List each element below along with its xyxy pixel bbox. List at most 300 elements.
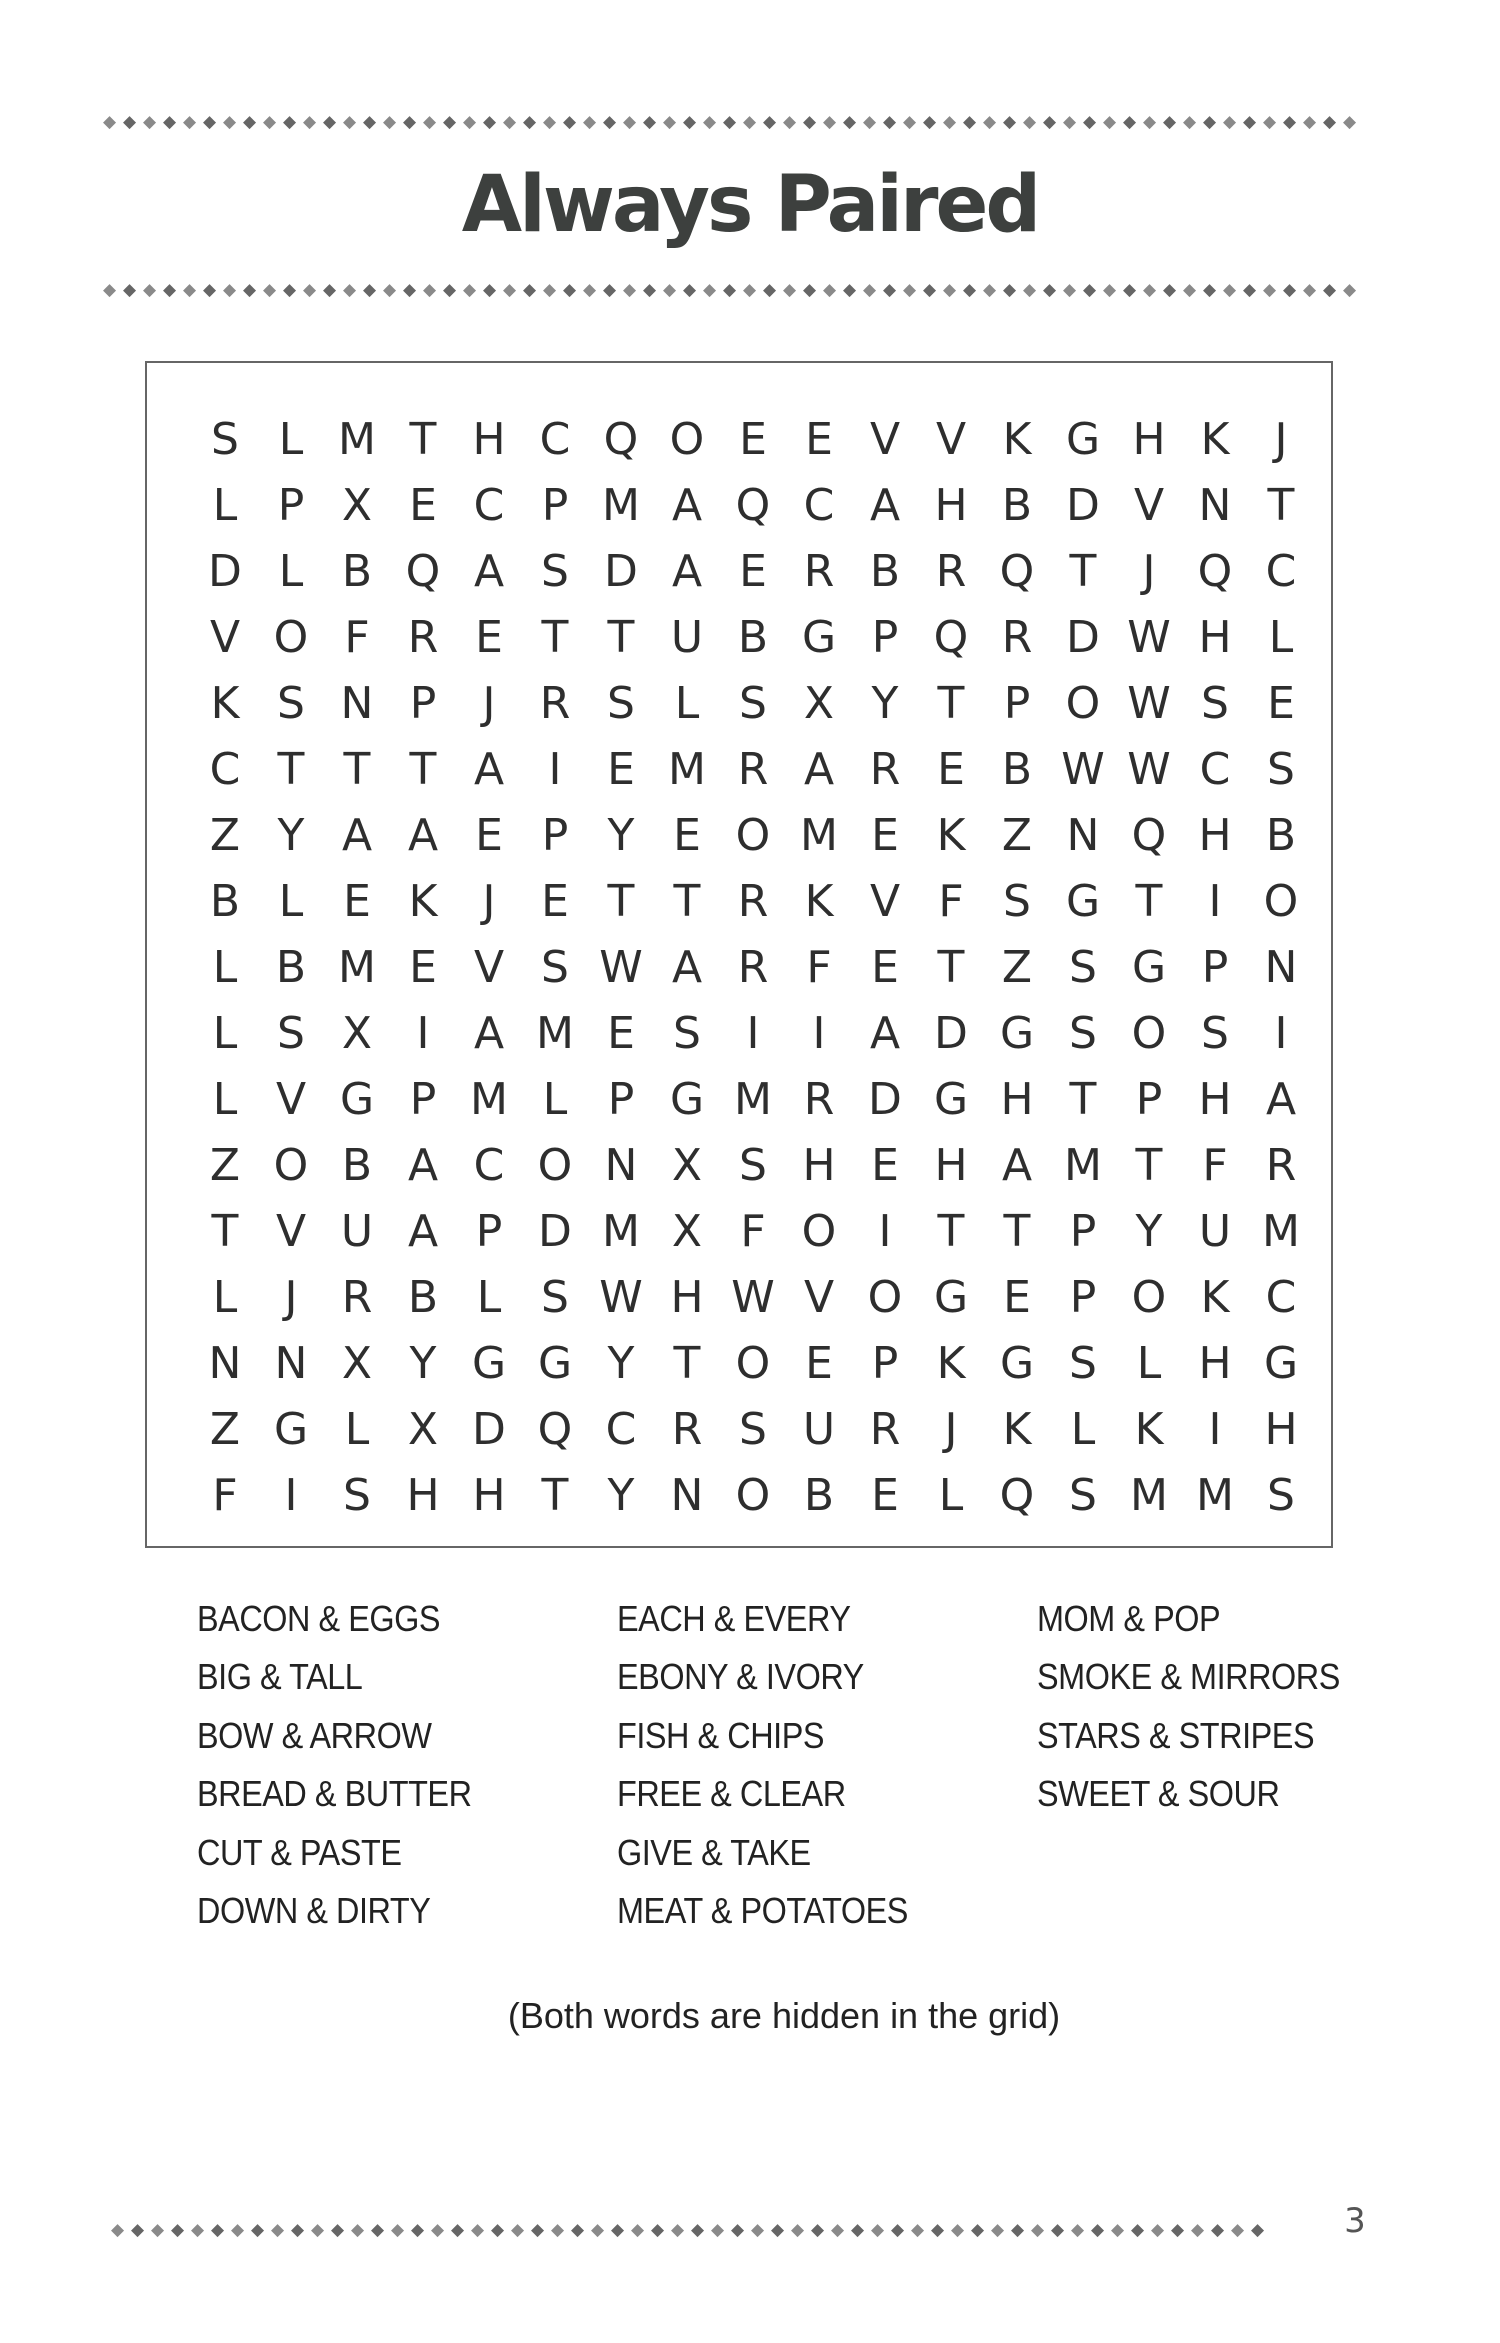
grid-cell: H xyxy=(1000,1074,1034,1125)
word-list-item: SWEET & SOUR xyxy=(1037,1773,1280,1815)
grid-cell: C xyxy=(803,480,835,531)
grid-cell: F xyxy=(938,876,964,927)
grid-cell: P xyxy=(1003,678,1031,729)
grid-cell: D xyxy=(208,546,242,597)
grid-cell: U xyxy=(670,612,704,663)
grid-cell: E xyxy=(871,810,899,861)
grid-cell: M xyxy=(536,1008,574,1059)
grid-cell: B xyxy=(341,546,373,597)
grid-cell: J xyxy=(284,1272,298,1323)
grid-cell: S xyxy=(211,414,239,465)
grid-cell: S xyxy=(739,678,767,729)
grid-cell: G xyxy=(669,1074,705,1125)
grid-cell: E xyxy=(871,1140,899,1191)
grid-cell: M xyxy=(338,942,376,993)
grid-cell: S xyxy=(673,1008,701,1059)
grid-cell: L xyxy=(212,1074,238,1125)
grid-cell: K xyxy=(408,876,438,927)
grid-cell: K xyxy=(210,678,240,729)
grid-cell: H xyxy=(802,1140,836,1191)
grid-cell: S xyxy=(1201,678,1229,729)
grid-cell: C xyxy=(1265,546,1297,597)
grid-cell: B xyxy=(1001,480,1033,531)
grid-cell: M xyxy=(1130,1470,1168,1521)
grid-cell: I xyxy=(1208,876,1222,927)
grid-cell: H xyxy=(406,1470,440,1521)
grid-cell: G xyxy=(801,612,837,663)
grid-cell: V xyxy=(1133,480,1165,531)
dotted-divider-top: ◆ ◆ ◆ ◆ ◆ ◆ ◆ ◆ ◆ ◆ ◆ ◆ ◆ ◆ ◆ ◆ ◆ ◆ ◆ ◆ ◆ ◆ ◆ ◆ ◆ ◆ ◆ ◆ ◆ ◆ ◆ ◆ ◆ ◆ ◆ ◆ ◆ ◆ ◆ ◆ ◆ ◆ ◆ ◆ ◆ ◆ ◆ ◆ ◆ ◆ ◆ ◆ ◆ ◆ ◆ ◆ ◆ ◆ ◆ ◆ ◆ ◆ ◆ xyxy=(102,112,1358,132)
grid-cell: P xyxy=(409,678,437,729)
grid-cell: T xyxy=(937,942,965,993)
grid-cell: R xyxy=(803,1074,835,1125)
grid-cell: G xyxy=(1131,942,1167,993)
grid-cell: V xyxy=(209,612,241,663)
grid-cell: F xyxy=(344,612,370,663)
puzzle-hint: (Both words are hidden in the grid) xyxy=(507,1995,1061,2036)
grid-cell: L xyxy=(1268,612,1294,663)
grid-cell: X xyxy=(803,678,835,729)
word-list-item: EACH & EVERY xyxy=(617,1598,851,1639)
grid-cell: B xyxy=(407,1272,439,1323)
grid-cell: C xyxy=(605,1404,637,1455)
grid-cell: T xyxy=(211,1206,239,1257)
grid-cell: P xyxy=(541,480,569,531)
grid-cell: S xyxy=(1201,1008,1229,1059)
grid-cell: R xyxy=(539,678,571,729)
grid-cell: V xyxy=(803,1272,835,1323)
grid-cell: P xyxy=(409,1074,437,1125)
grid-cell: B xyxy=(869,546,901,597)
grid-cell: N xyxy=(340,678,374,729)
grid-cell: Y xyxy=(607,1338,635,1389)
grid-cell: W xyxy=(1127,744,1171,795)
grid-cell: K xyxy=(804,876,834,927)
grid-cell: A xyxy=(407,1140,439,1191)
grid-cell: A xyxy=(407,1206,439,1257)
grid-cell: V xyxy=(869,876,901,927)
grid-cell: W xyxy=(1061,744,1105,795)
grid-cell: V xyxy=(473,942,505,993)
grid-cell: R xyxy=(737,744,769,795)
grid-cell: K xyxy=(1002,414,1032,465)
grid-cell: S xyxy=(1069,1470,1097,1521)
grid-cell: W xyxy=(731,1272,775,1323)
grid-cell: I xyxy=(284,1470,298,1521)
grid-cell: G xyxy=(933,1272,969,1323)
grid-cell: L xyxy=(1136,1338,1162,1389)
grid-cell: Q xyxy=(999,1470,1035,1521)
grid-cell: R xyxy=(341,1272,373,1323)
grid-cell: H xyxy=(1264,1404,1298,1455)
grid-cell: J xyxy=(1142,546,1156,597)
grid-cell: P xyxy=(1069,1272,1097,1323)
grid-cell: L xyxy=(938,1470,964,1521)
grid-cell: N xyxy=(670,1470,704,1521)
grid-cell: P xyxy=(1135,1074,1163,1125)
grid-cell: L xyxy=(212,942,238,993)
grid-cell: A xyxy=(869,1008,901,1059)
grid-cell: N xyxy=(1198,480,1232,531)
grid-cell: J xyxy=(1274,414,1288,465)
grid-cell: I xyxy=(548,744,562,795)
grid-cell: T xyxy=(277,744,305,795)
grid-cell: C xyxy=(1265,1272,1297,1323)
grid-cell: Y xyxy=(607,810,635,861)
grid-cell: O xyxy=(735,1470,771,1521)
grid-cell: O xyxy=(273,1140,309,1191)
grid-cell: B xyxy=(275,942,307,993)
grid-cell: S xyxy=(541,546,569,597)
grid-cell: A xyxy=(803,744,835,795)
grid-cell: T xyxy=(409,744,437,795)
grid-cell: R xyxy=(737,942,769,993)
grid-cell: Y xyxy=(277,810,305,861)
grid-cell: E xyxy=(541,876,569,927)
grid-cell: O xyxy=(1065,678,1101,729)
grid-cell: B xyxy=(803,1470,835,1521)
grid-cell: W xyxy=(599,1272,643,1323)
grid-cell: M xyxy=(734,1074,772,1125)
grid-cell: X xyxy=(407,1404,439,1455)
grid-cell: X xyxy=(671,1140,703,1191)
grid-cell: V xyxy=(935,414,967,465)
grid-cell: U xyxy=(1198,1206,1232,1257)
grid-cell: K xyxy=(936,1338,966,1389)
grid-cell: H xyxy=(1198,612,1232,663)
grid-cell: S xyxy=(1267,744,1295,795)
grid-cell: H xyxy=(1198,1074,1232,1125)
grid-cell: E xyxy=(475,810,503,861)
grid-cell: S xyxy=(343,1470,371,1521)
grid-cell: R xyxy=(1001,612,1033,663)
grid-cell: T xyxy=(541,1470,569,1521)
grid-cell: S xyxy=(277,1008,305,1059)
grid-cell: I xyxy=(878,1206,892,1257)
grid-cell: K xyxy=(1200,1272,1230,1323)
grid-cell: G xyxy=(471,1338,507,1389)
word-list-item: MEAT & POTATOES xyxy=(617,1890,908,1932)
grid-cell: X xyxy=(671,1206,703,1257)
grid-cell: P xyxy=(871,612,899,663)
word-list-item: BIG & TALL xyxy=(197,1656,363,1698)
grid-cell: C xyxy=(473,1140,505,1191)
word-search-grid-frame xyxy=(145,361,1333,1548)
grid-cell: M xyxy=(602,1206,640,1257)
grid-cell: T xyxy=(1003,1206,1031,1257)
grid-cell: M xyxy=(1196,1470,1234,1521)
word-list-item: BREAD & BUTTER xyxy=(197,1773,472,1815)
grid-cell: D xyxy=(934,1008,968,1059)
grid-cell: H xyxy=(1132,414,1166,465)
grid-cell: O xyxy=(801,1206,837,1257)
grid-cell: R xyxy=(671,1404,703,1455)
grid-cell: F xyxy=(740,1206,766,1257)
grid-cell: L xyxy=(278,546,304,597)
grid-cell: L xyxy=(542,1074,568,1125)
grid-cell: E xyxy=(607,1008,635,1059)
grid-cell: D xyxy=(472,1404,506,1455)
grid-cell: O xyxy=(735,810,771,861)
word-list-item: CUT & PASTE xyxy=(197,1831,402,1873)
grid-cell: R xyxy=(407,612,439,663)
grid-cell: T xyxy=(673,876,701,927)
grid-cell: T xyxy=(607,876,635,927)
grid-cell: O xyxy=(669,414,705,465)
grid-cell: L xyxy=(212,480,238,531)
grid-cell: H xyxy=(1198,810,1232,861)
grid-cell: J xyxy=(482,678,496,729)
grid-cell: X xyxy=(341,480,373,531)
grid-cell: S xyxy=(739,1140,767,1191)
grid-cell: G xyxy=(273,1404,309,1455)
grid-cell: F xyxy=(806,942,832,993)
grid-cell: V xyxy=(275,1074,307,1125)
grid-cell: G xyxy=(339,1074,375,1125)
grid-cell: R xyxy=(935,546,967,597)
grid-cell: D xyxy=(1066,480,1100,531)
grid-cell: T xyxy=(607,612,635,663)
grid-cell: I xyxy=(416,1008,430,1059)
grid-cell: M xyxy=(800,810,838,861)
grid-cell: Z xyxy=(209,1404,241,1455)
grid-cell: E xyxy=(871,942,899,993)
grid-cell: R xyxy=(869,1404,901,1455)
grid-cell: A xyxy=(671,546,703,597)
word-list-item: BACON & EGGS xyxy=(197,1598,441,1639)
grid-cell: N xyxy=(604,1140,638,1191)
grid-cell: E xyxy=(475,612,503,663)
grid-cell: G xyxy=(537,1338,573,1389)
grid-cell: L xyxy=(476,1272,502,1323)
grid-cell: T xyxy=(541,612,569,663)
grid-cell: T xyxy=(937,678,965,729)
grid-cell: O xyxy=(1131,1008,1167,1059)
grid-cell: K xyxy=(936,810,966,861)
grid-cell: A xyxy=(473,744,505,795)
grid-cell: X xyxy=(341,1338,373,1389)
word-list-item: SMOKE & MIRRORS xyxy=(1037,1656,1340,1698)
grid-cell: M xyxy=(1262,1206,1300,1257)
grid-cell: O xyxy=(735,1338,771,1389)
grid-cell: Q xyxy=(999,546,1035,597)
grid-cell: P xyxy=(277,480,305,531)
grid-cell: A xyxy=(341,810,373,861)
grid-cell: N xyxy=(274,1338,308,1389)
grid-cell: S xyxy=(607,678,635,729)
grid-cell: G xyxy=(1065,414,1101,465)
grid-cell: E xyxy=(739,414,767,465)
grid-cell: Z xyxy=(1001,942,1033,993)
grid-cell: V xyxy=(869,414,901,465)
grid-cell: P xyxy=(1201,942,1229,993)
grid-cell: A xyxy=(473,1008,505,1059)
grid-cell: Z xyxy=(1001,810,1033,861)
grid-cell: E xyxy=(409,942,437,993)
grid-cell: H xyxy=(1198,1338,1232,1389)
grid-cell: T xyxy=(937,1206,965,1257)
grid-cell: T xyxy=(1135,876,1163,927)
grid-cell: P xyxy=(607,1074,635,1125)
grid-cell: Q xyxy=(405,546,441,597)
grid-cell: S xyxy=(541,1272,569,1323)
grid-cell: C xyxy=(1199,744,1231,795)
word-list-column-2 xyxy=(617,1590,940,1940)
grid-cell: D xyxy=(868,1074,902,1125)
grid-cell: E xyxy=(673,810,701,861)
word-list-column-1 xyxy=(197,1590,502,1940)
grid-cell: F xyxy=(212,1470,238,1521)
grid-cell: E xyxy=(739,546,767,597)
grid-cell: A xyxy=(869,480,901,531)
word-list-item: MOM & POP xyxy=(1037,1598,1221,1639)
word-list-item: DOWN & DIRTY xyxy=(197,1890,431,1932)
grid-cell: L xyxy=(212,1008,238,1059)
grid-cell: S xyxy=(541,942,569,993)
grid-cell: P xyxy=(475,1206,503,1257)
grid-cell: V xyxy=(275,1206,307,1257)
grid-cell: E xyxy=(409,480,437,531)
grid-cell: S xyxy=(277,678,305,729)
grid-cell: I xyxy=(746,1008,760,1059)
grid-cell: M xyxy=(338,414,376,465)
grid-cell: Q xyxy=(603,414,639,465)
grid-cell: T xyxy=(343,744,371,795)
grid-cell: T xyxy=(673,1338,701,1389)
grid-cell: Y xyxy=(409,1338,437,1389)
grid-cell: H xyxy=(934,480,968,531)
grid-cell: T xyxy=(1135,1140,1163,1191)
grid-cell: E xyxy=(805,414,833,465)
grid-cell: N xyxy=(208,1338,242,1389)
grid-cell: I xyxy=(812,1008,826,1059)
grid-cell: K xyxy=(1200,414,1230,465)
grid-cell: R xyxy=(1265,1140,1297,1191)
grid-cell: U xyxy=(340,1206,374,1257)
grid-cell: N xyxy=(1066,810,1100,861)
grid-cell: Y xyxy=(1135,1206,1163,1257)
grid-cell: O xyxy=(1263,876,1299,927)
grid-cell: M xyxy=(470,1074,508,1125)
grid-cell: A xyxy=(671,480,703,531)
grid-cell: K xyxy=(1134,1404,1164,1455)
word-list-item: EBONY & IVORY xyxy=(617,1656,864,1698)
grid-cell: H xyxy=(934,1140,968,1191)
grid-cell: G xyxy=(999,1008,1035,1059)
grid-cell: R xyxy=(869,744,901,795)
grid-cell: W xyxy=(1127,612,1171,663)
grid-cell: W xyxy=(599,942,643,993)
grid-cell: K xyxy=(1002,1404,1032,1455)
grid-cell: X xyxy=(341,1008,373,1059)
grid-cell: R xyxy=(737,876,769,927)
grid-cell: J xyxy=(482,876,496,927)
grid-cell: E xyxy=(871,1470,899,1521)
grid-cell: E xyxy=(1003,1272,1031,1323)
grid-cell: C xyxy=(209,744,241,795)
grid-cell: L xyxy=(278,414,304,465)
word-list-item: BOW & ARROW xyxy=(197,1714,432,1756)
grid-cell: L xyxy=(1070,1404,1096,1455)
grid-cell: O xyxy=(867,1272,903,1323)
grid-cell: Q xyxy=(933,612,969,663)
grid-cell: L xyxy=(212,1272,238,1323)
grid-cell: M xyxy=(1064,1140,1102,1191)
grid-cell: G xyxy=(933,1074,969,1125)
grid-cell: I xyxy=(1208,1404,1222,1455)
dotted-divider-footer: ◆ ◆ ◆ ◆ ◆ ◆ ◆ ◆ ◆ ◆ ◆ ◆ ◆ ◆ ◆ ◆ ◆ ◆ ◆ ◆ ◆ ◆ ◆ ◆ ◆ ◆ ◆ ◆ ◆ ◆ ◆ ◆ ◆ ◆ ◆ ◆ ◆ ◆ ◆ ◆ ◆ ◆ ◆ ◆ ◆ ◆ ◆ ◆ ◆ ◆ ◆ ◆ ◆ ◆ ◆ ◆ ◆ ◆ xyxy=(110,2220,1266,2240)
dotted-divider-under-title: ◆ ◆ ◆ ◆ ◆ ◆ ◆ ◆ ◆ ◆ ◆ ◆ ◆ ◆ ◆ ◆ ◆ ◆ ◆ ◆ ◆ ◆ ◆ ◆ ◆ ◆ ◆ ◆ ◆ ◆ ◆ ◆ ◆ ◆ ◆ ◆ ◆ ◆ ◆ ◆ ◆ ◆ ◆ ◆ ◆ ◆ ◆ ◆ ◆ ◆ ◆ ◆ ◆ ◆ ◆ ◆ ◆ ◆ ◆ ◆ ◆ ◆ ◆ xyxy=(102,280,1358,300)
grid-cell: Z xyxy=(209,1140,241,1191)
word-search-grid xyxy=(192,407,1314,1529)
grid-cell: D xyxy=(604,546,638,597)
grid-cell: B xyxy=(737,612,769,663)
grid-cell: S xyxy=(1069,942,1097,993)
grid-cell: Q xyxy=(1131,810,1167,861)
grid-cell: F xyxy=(1202,1140,1228,1191)
grid-cell: D xyxy=(1066,612,1100,663)
grid-cell: L xyxy=(674,678,700,729)
grid-cell: T xyxy=(409,414,437,465)
grid-cell: G xyxy=(999,1338,1035,1389)
grid-cell: E xyxy=(805,1338,833,1389)
grid-cell: L xyxy=(278,876,304,927)
grid-cell: E xyxy=(343,876,371,927)
grid-cell: H xyxy=(670,1272,704,1323)
grid-cell: R xyxy=(803,546,835,597)
grid-cell: C xyxy=(539,414,571,465)
grid-cell: S xyxy=(1003,876,1031,927)
grid-cell: N xyxy=(1264,942,1298,993)
word-list-item: FREE & CLEAR xyxy=(617,1773,846,1815)
grid-cell: M xyxy=(668,744,706,795)
grid-cell: A xyxy=(1001,1140,1033,1191)
grid-cell: M xyxy=(602,480,640,531)
grid-cell: S xyxy=(1069,1008,1097,1059)
grid-cell: A xyxy=(1265,1074,1297,1125)
grid-cell: W xyxy=(1127,678,1171,729)
grid-cell: S xyxy=(1267,1470,1295,1521)
grid-cell: G xyxy=(1065,876,1101,927)
grid-cell: S xyxy=(1069,1338,1097,1389)
word-list-column-3 xyxy=(1037,1590,1374,1824)
grid-cell: B xyxy=(209,876,241,927)
grid-cell: Q xyxy=(1197,546,1233,597)
word-list-item: STARS & STRIPES xyxy=(1037,1714,1315,1756)
grid-cell: A xyxy=(473,546,505,597)
grid-cell: C xyxy=(473,480,505,531)
word-list-item: GIVE & TAKE xyxy=(617,1831,811,1873)
grid-cell: B xyxy=(1001,744,1033,795)
page-number: 3 xyxy=(1344,2201,1366,2241)
grid-cell: Q xyxy=(537,1404,573,1455)
grid-cell: O xyxy=(1131,1272,1167,1323)
grid-cell: Q xyxy=(735,480,771,531)
grid-cell: T xyxy=(1069,1074,1097,1125)
grid-cell: T xyxy=(1069,546,1097,597)
grid-cell: P xyxy=(1069,1206,1097,1257)
grid-cell: P xyxy=(871,1338,899,1389)
grid-cell: S xyxy=(739,1404,767,1455)
grid-cell: E xyxy=(937,744,965,795)
grid-cell: J xyxy=(944,1404,958,1455)
grid-cell: O xyxy=(537,1140,573,1191)
grid-cell: T xyxy=(1267,480,1295,531)
grid-cell: B xyxy=(1265,810,1297,861)
word-list-item: FISH & CHIPS xyxy=(617,1714,825,1756)
grid-cell: E xyxy=(607,744,635,795)
grid-cell: E xyxy=(1267,678,1295,729)
